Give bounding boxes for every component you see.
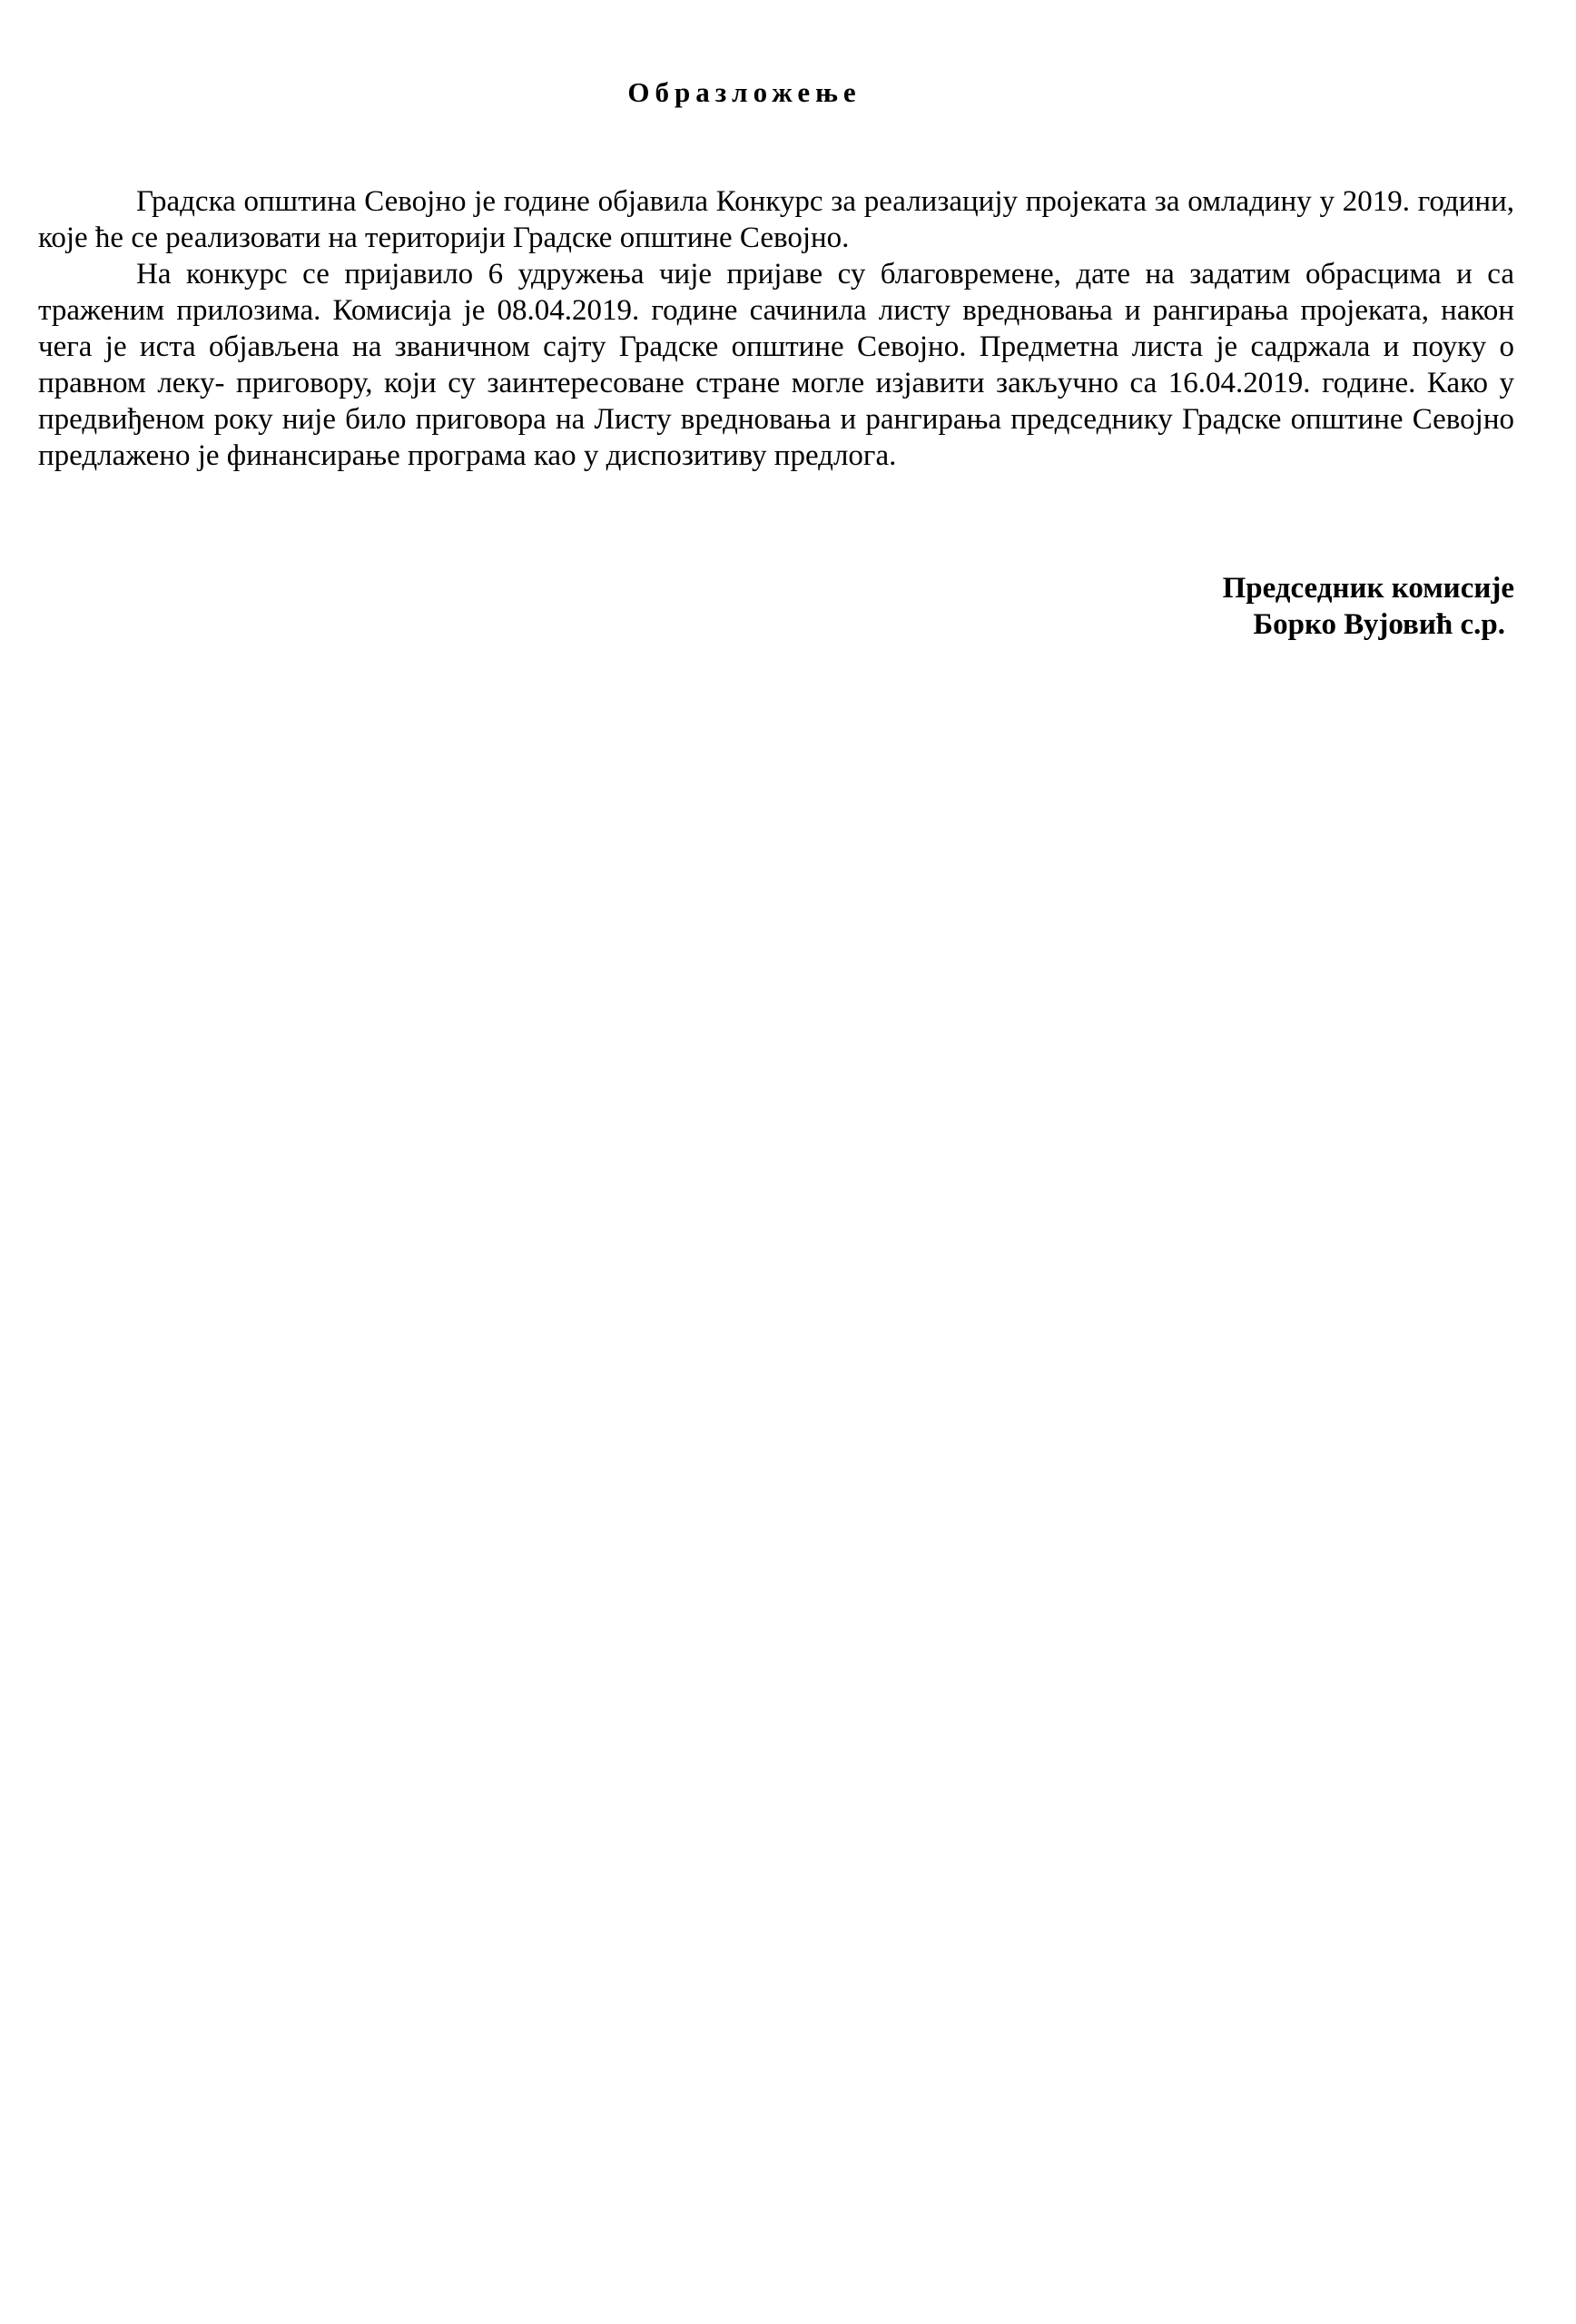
signature-name: Борко Вујовић с.р.: [1253, 608, 1505, 641]
document-title: Образложење: [627, 76, 862, 108]
document-body: [38, 183, 1514, 474]
signature-block: [1223, 570, 1514, 643]
signature-role: Председник комисије: [1222, 572, 1514, 605]
paragraph-2: На конкурс се пријавило 6 удружења чије пријаве су благовремене, дате на задатим обрасцима и са траженим прилозима. Комисија је 08.04.2019. године сачинила листу вредновања и рангирања пројеката, након чега је иста објављена на званичном сајту Градске општине Севојно. Предметна листа је садржала и поуку о правном леку- приговору, који су заинтересоване стране могле изјавити закључно са 16.04.2019. године. Како у предвиђеном року није било приговора на Листу вредновања и рангирања председнику Градске општине Севојно предлажено је финансирање програма као у диспозитиву предлога.: [38, 258, 1514, 472]
paragraph-1: Градска општина Севојно је године објавила Конкурс за реализацију пројеката за омладину у 2019. години, које ће се реализовати на територији Градске општине Севојно.: [38, 185, 1514, 254]
